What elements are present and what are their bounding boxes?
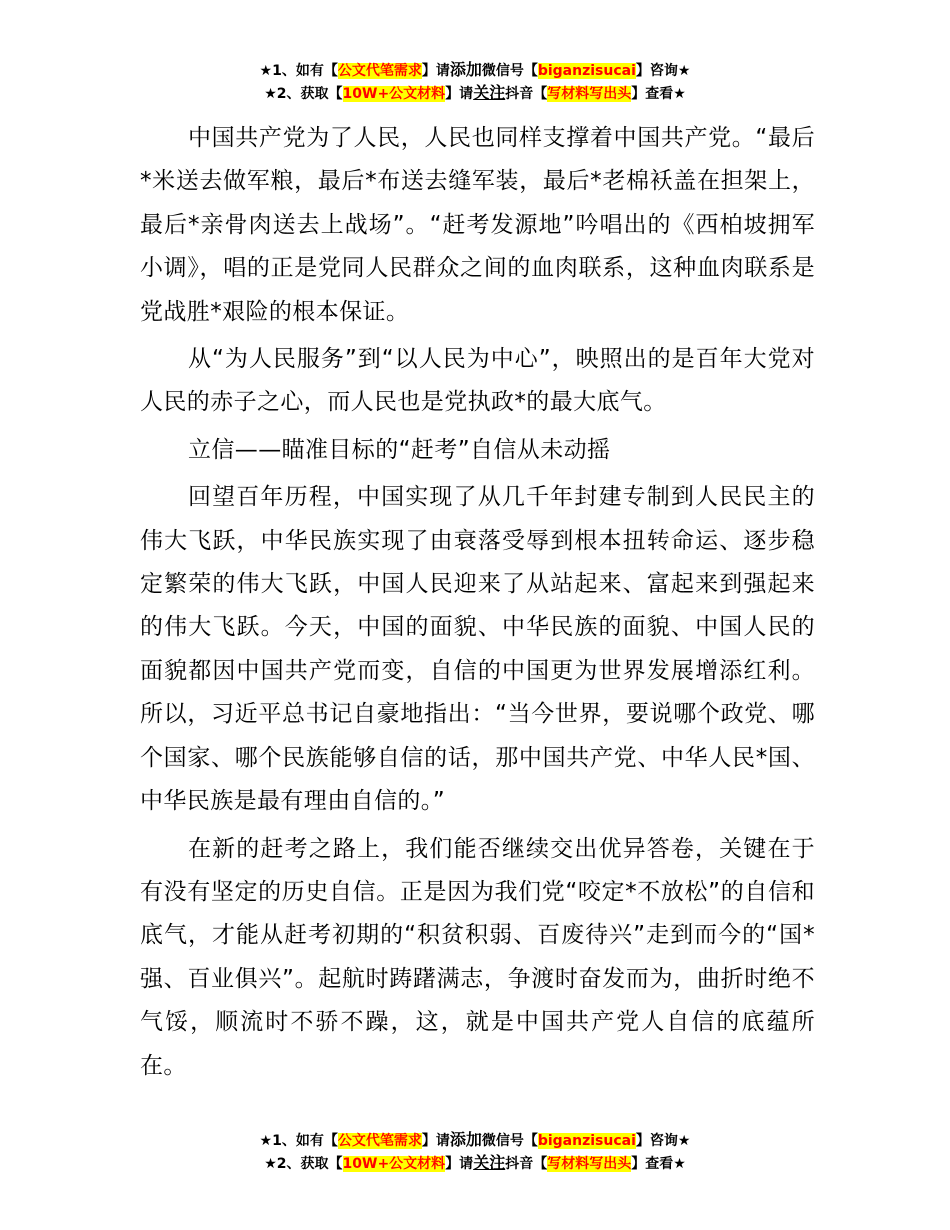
paragraph: 在新的赶考之路上，我们能否继续交出优异答卷，关键在于有没有坚定的历史自信。正是因为我们党“咬定*不放松”的自信和底气，才能从赶考初期的“积贫积弱、百废待兴”走到而今的“国*强、百业俱兴”。起航时踌躇满志，争渡时奋发而为，曲折时绝不气馁，顺流时不骄不躁，这，就是中国共产党人自信的底蕴所在。	[140, 835, 815, 1079]
banner-line-1	[0, 1129, 950, 1152]
banner-highlight: 写材料写出头	[547, 86, 632, 102]
section-heading: 立信——瞄准目标的“赶考”自信从未动摇	[188, 436, 611, 463]
banner-text: 】咨询★	[635, 1133, 691, 1149]
banner-text: 】请	[421, 1133, 450, 1149]
paragraph: 回望百年历程，中国实现了从几千年封建专制到人民民主的伟大飞跃，中华民族实现了由衰落受辱到根本扭转命运、逐步稳定繁荣的伟大飞跃，中国人民迎来了从站起来、富起来到强起来的伟大飞跃。今天，中国的面貌、中华民族的面貌、中国人民的面貌都因中国共产党而变，自信的中国更为世界发展增添红利。所以，习近平总书记自豪地指出：“当今世界，要说哪个政党、哪个国家、哪个民族能够自信的话，那中国共产党、中华人民*国、中华民族是最有理由自信的。”	[140, 484, 815, 815]
banner-text: 】查看★	[631, 1156, 686, 1172]
banner-text: 】请	[445, 86, 474, 102]
banner-highlight: 公文代笔需求	[337, 63, 422, 79]
banner-text: 微信号【	[481, 1133, 538, 1149]
banner-line-2	[0, 1152, 950, 1175]
banner-highlight: 公文代笔需求	[337, 1133, 422, 1149]
banner-emphasis: 关注	[473, 1153, 506, 1172]
banner-line-2	[0, 82, 950, 105]
banner-text: 】咨询★	[635, 63, 691, 79]
banner-highlight: biganzisucai	[537, 63, 636, 79]
paragraph: 从“为人民服务”到“以人民为中心”，映照出的是百年大党对人民的赤子之心，而人民也是党执政*的最大底气。	[140, 346, 815, 416]
footer-banner	[0, 1129, 950, 1175]
banner-text: ★1、如有【	[259, 63, 338, 79]
banner-text: 微信号【	[481, 63, 538, 79]
banner-highlight: 10W+公文材料	[342, 86, 446, 102]
header-banner	[0, 59, 950, 105]
banner-emphasis: 添加	[449, 60, 482, 79]
banner-highlight: biganzisucai	[537, 1133, 636, 1149]
banner-emphasis: 添加	[449, 1130, 482, 1149]
banner-emphasis: 关注	[473, 83, 506, 102]
banner-text: 】请	[445, 1156, 474, 1172]
document-body	[140, 117, 815, 1092]
banner-text: ★2、获取【	[264, 86, 343, 102]
banner-highlight: 写材料写出头	[547, 1156, 632, 1172]
banner-line-1	[0, 59, 950, 82]
banner-text: 抖音【	[505, 86, 548, 102]
banner-text: 】请	[421, 63, 450, 79]
banner-text: 抖音【	[505, 1156, 548, 1172]
banner-highlight: 10W+公文材料	[342, 1156, 446, 1172]
banner-text: ★1、如有【	[259, 1133, 338, 1149]
banner-text: 】查看★	[631, 86, 686, 102]
banner-text: ★2、获取【	[264, 1156, 343, 1172]
paragraph: 中国共产党为了人民，人民也同样支撑着中国共产党。“最后*米送去做军粮，最后*布送去缝军装，最后*老棉袄盖在担架上，最后*亲骨肉送去上战场”。“赶考发源地”吟唱出的《西柏坡拥军小调》，唱的正是党同人民群众之间的血肉联系，这种血肉联系是党战胜*艰险的根本保证。	[140, 125, 815, 325]
